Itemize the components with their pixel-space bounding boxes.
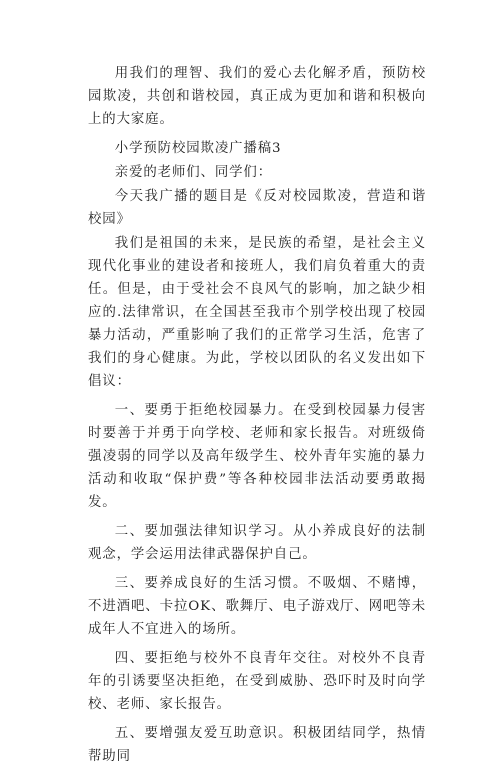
speech-topic: 今天我广播的题目是《反对校园欺凌，营造和谐校园》 bbox=[88, 189, 426, 227]
salutation: 亲爱的老师们、同学们： bbox=[114, 165, 272, 180]
document-body bbox=[88, 62, 426, 768]
proposal-item-3: 三、要养成良好的生活习惯。不吸烟、不赌博，不进酒吧、卡拉OK、歌舞厅、电子游戏厅、网吧等未成年人不宜进入的场所。 bbox=[88, 576, 426, 637]
proposal-item-1: 一、要勇于拒绝校园暴力。在受到校园暴力侵害时要善于并勇于向学校、老师和家长报告。对班级倚强凌弱的同学以及高年级学生、校外青年实施的暴力活动和收取“保护费”等各种校园非法活动要勇敢揭发。 bbox=[88, 403, 426, 510]
paragraph-intro: 我们是祖国的未来，是民族的希望，是社会主义现代化事业的建设者和接班人，我们肩负着重大的责任。但是，由于受社会不良风气的影响，加之缺少相应的.法律常识，在全国甚至我市个别学校出现了校园暴力活动，严重影响了我们的正常学习生活，危害了我们的身心健康。为此，学校以团队的名义发出如下倡议： bbox=[88, 236, 426, 389]
proposal-item-2: 二、要加强法律知识学习。从小养成良好的法制观念，学会运用法律武器保护自己。 bbox=[88, 524, 426, 562]
proposal-item-5: 五、要增强友爱互助意识。积极团结同学，热情帮助同 bbox=[88, 726, 426, 764]
proposal-item-4: 四、要拒绝与校外不良青年交往。对校外不良青年的引诱要坚决拒绝，在受到威胁、恐吓时及时向学校、老师、家长报告。 bbox=[88, 651, 426, 712]
paragraph-closing: 用我们的理智、我们的爱心去化解矛盾，预防校园欺凌，共创和谐校园，真正成为更加和谐和积极向上的大家庭。 bbox=[88, 66, 426, 127]
document-title: 小学预防校园欺凌广播稿3 bbox=[114, 141, 282, 156]
